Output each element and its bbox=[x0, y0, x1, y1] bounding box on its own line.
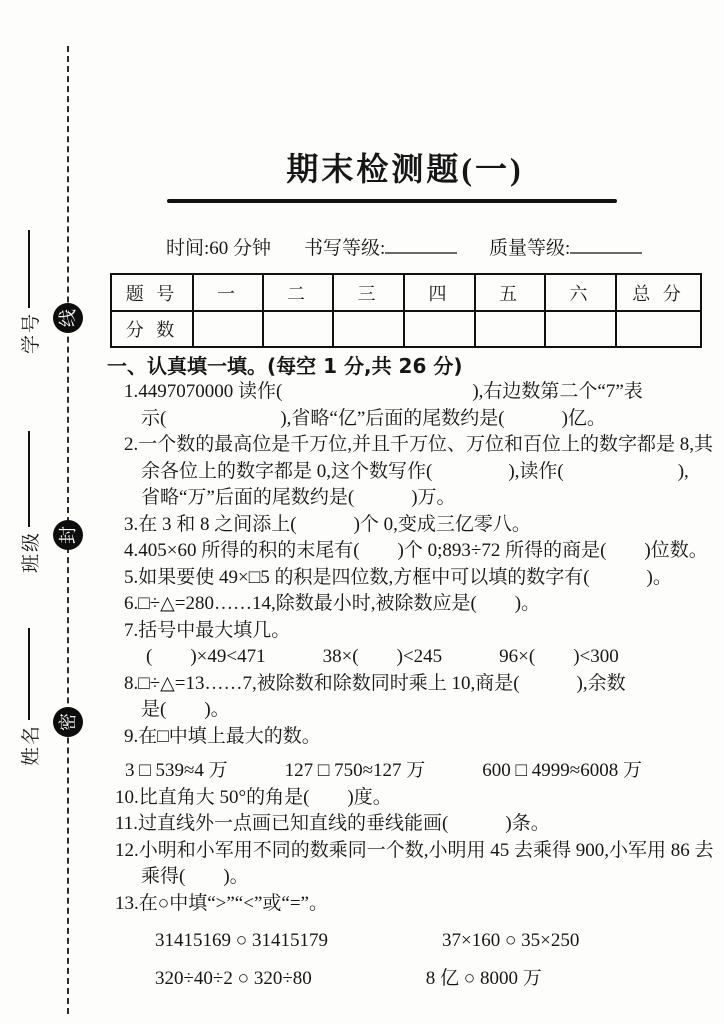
question-line: 是( )。 bbox=[141, 699, 230, 720]
score-table-score-row bbox=[111, 311, 701, 347]
margin-label-name-blank bbox=[28, 628, 30, 720]
score-cell bbox=[193, 311, 263, 347]
seal-char-xian: 线 bbox=[53, 303, 83, 333]
question-line: 省略“万”后面的尾数约是( )万。 bbox=[141, 487, 456, 508]
score-cell bbox=[616, 311, 701, 347]
question-line: 13.在○中填“>”“<”或“=”。 bbox=[115, 892, 328, 914]
margin-label-student-id-text: 学号 bbox=[20, 311, 42, 354]
quality-grade-label: 质量等级: bbox=[489, 238, 571, 259]
col-4: 四 bbox=[404, 274, 475, 311]
question-line: 5.如果要使 49×□5 的积是四位数,方框中可以填的数字有( )。 bbox=[124, 566, 672, 588]
question-line: ( )×49<471 38×( )<245 96×( )<300 bbox=[146, 646, 619, 667]
question-line: 320÷40÷2 ○ 320÷80 8 亿 ○ 8000 万 bbox=[155, 967, 542, 989]
margin-label-name bbox=[16, 618, 42, 766]
info-row bbox=[0, 233, 724, 259]
question-line: 余各位上的数字都是 0,这个数写作( ),读作( ), bbox=[141, 460, 689, 482]
score-cell bbox=[404, 311, 475, 347]
question-line: 12.小明和小军用不同的数乘同一个数,小明用 45 去乘得 900,小军用 86 去 bbox=[115, 839, 714, 861]
question-line: 1.4497070000 读作( ),右边数第二个“7”表 bbox=[124, 381, 643, 402]
col-5: 五 bbox=[475, 274, 545, 311]
margin-label-class-blank bbox=[28, 431, 30, 527]
quality-grade bbox=[489, 233, 642, 260]
score-cell bbox=[333, 311, 404, 347]
question-line: 2.一个数的最高位是千万位,并且千万位、万位和百位上的数字都是 8,其 bbox=[124, 434, 714, 455]
margin-label-name-text: 姓名 bbox=[20, 723, 42, 766]
question-line: 31415169 ○ 31415179 37×160 ○ 35×250 bbox=[155, 930, 580, 951]
writing-grade bbox=[304, 233, 457, 260]
quality-grade-blank bbox=[570, 238, 642, 254]
question-line: 3.在 3 和 8 之间添上( )个 0,变成三亿零八。 bbox=[124, 513, 531, 535]
page-title: 期末检测题(一) bbox=[286, 151, 524, 187]
question-line: 乘得( )。 bbox=[141, 866, 249, 887]
question-line: 3 □ 539≈4 万 127 □ 750≈127 万 600 □ 4999≈6008 万 bbox=[125, 760, 642, 781]
margin-label-class bbox=[16, 421, 42, 573]
time-limit-label: 时间:60 分钟 bbox=[166, 238, 272, 259]
question-line: 9.在□中填上最大的数。 bbox=[124, 725, 321, 747]
title-rule bbox=[167, 199, 617, 203]
question-line: 7.括号中最大填几。 bbox=[124, 619, 291, 641]
score-label: 分 数 bbox=[111, 311, 193, 347]
writing-grade-blank bbox=[385, 238, 457, 254]
seal-char-mi: 密 bbox=[53, 707, 83, 737]
section-heading: 一、认真填一填。(每空 1 分,共 26 分) bbox=[107, 354, 463, 378]
question-number-label: 题 号 bbox=[111, 274, 193, 311]
score-cell bbox=[475, 311, 545, 347]
margin-label-class-text: 班级 bbox=[20, 530, 42, 573]
questions-block bbox=[110, 379, 722, 992]
score-table-header-row bbox=[111, 274, 701, 311]
score-cell bbox=[545, 311, 616, 347]
col-1: 一 bbox=[193, 274, 263, 311]
question-line: 4.405×60 所得的积的末尾有( )个 0;893÷72 所得的商是( )位数。 bbox=[124, 540, 708, 561]
question-line: 8.□÷△=13……7,被除数和除数同时乘上 10,商是( ),余数 bbox=[124, 672, 626, 694]
writing-grade-label: 书写等级: bbox=[304, 238, 386, 259]
col-6: 六 bbox=[545, 274, 616, 311]
question-line: 11.过直线外一点画已知直线的垂线能画( )条。 bbox=[115, 813, 550, 834]
score-cell bbox=[263, 311, 333, 347]
col-2: 二 bbox=[263, 274, 333, 311]
score-table bbox=[110, 273, 702, 348]
question-line: 6.□÷△=280……14,除数最小时,被除数应是( )。 bbox=[124, 593, 541, 614]
col-total: 总 分 bbox=[616, 274, 701, 311]
seal-char-feng: 封 bbox=[53, 520, 83, 550]
question-line: 10.比直角大 50°的角是( )度。 bbox=[115, 786, 392, 808]
question-line: 示( ),省略“亿”后面的尾数约是( )亿。 bbox=[141, 407, 606, 429]
col-3: 三 bbox=[333, 274, 404, 311]
